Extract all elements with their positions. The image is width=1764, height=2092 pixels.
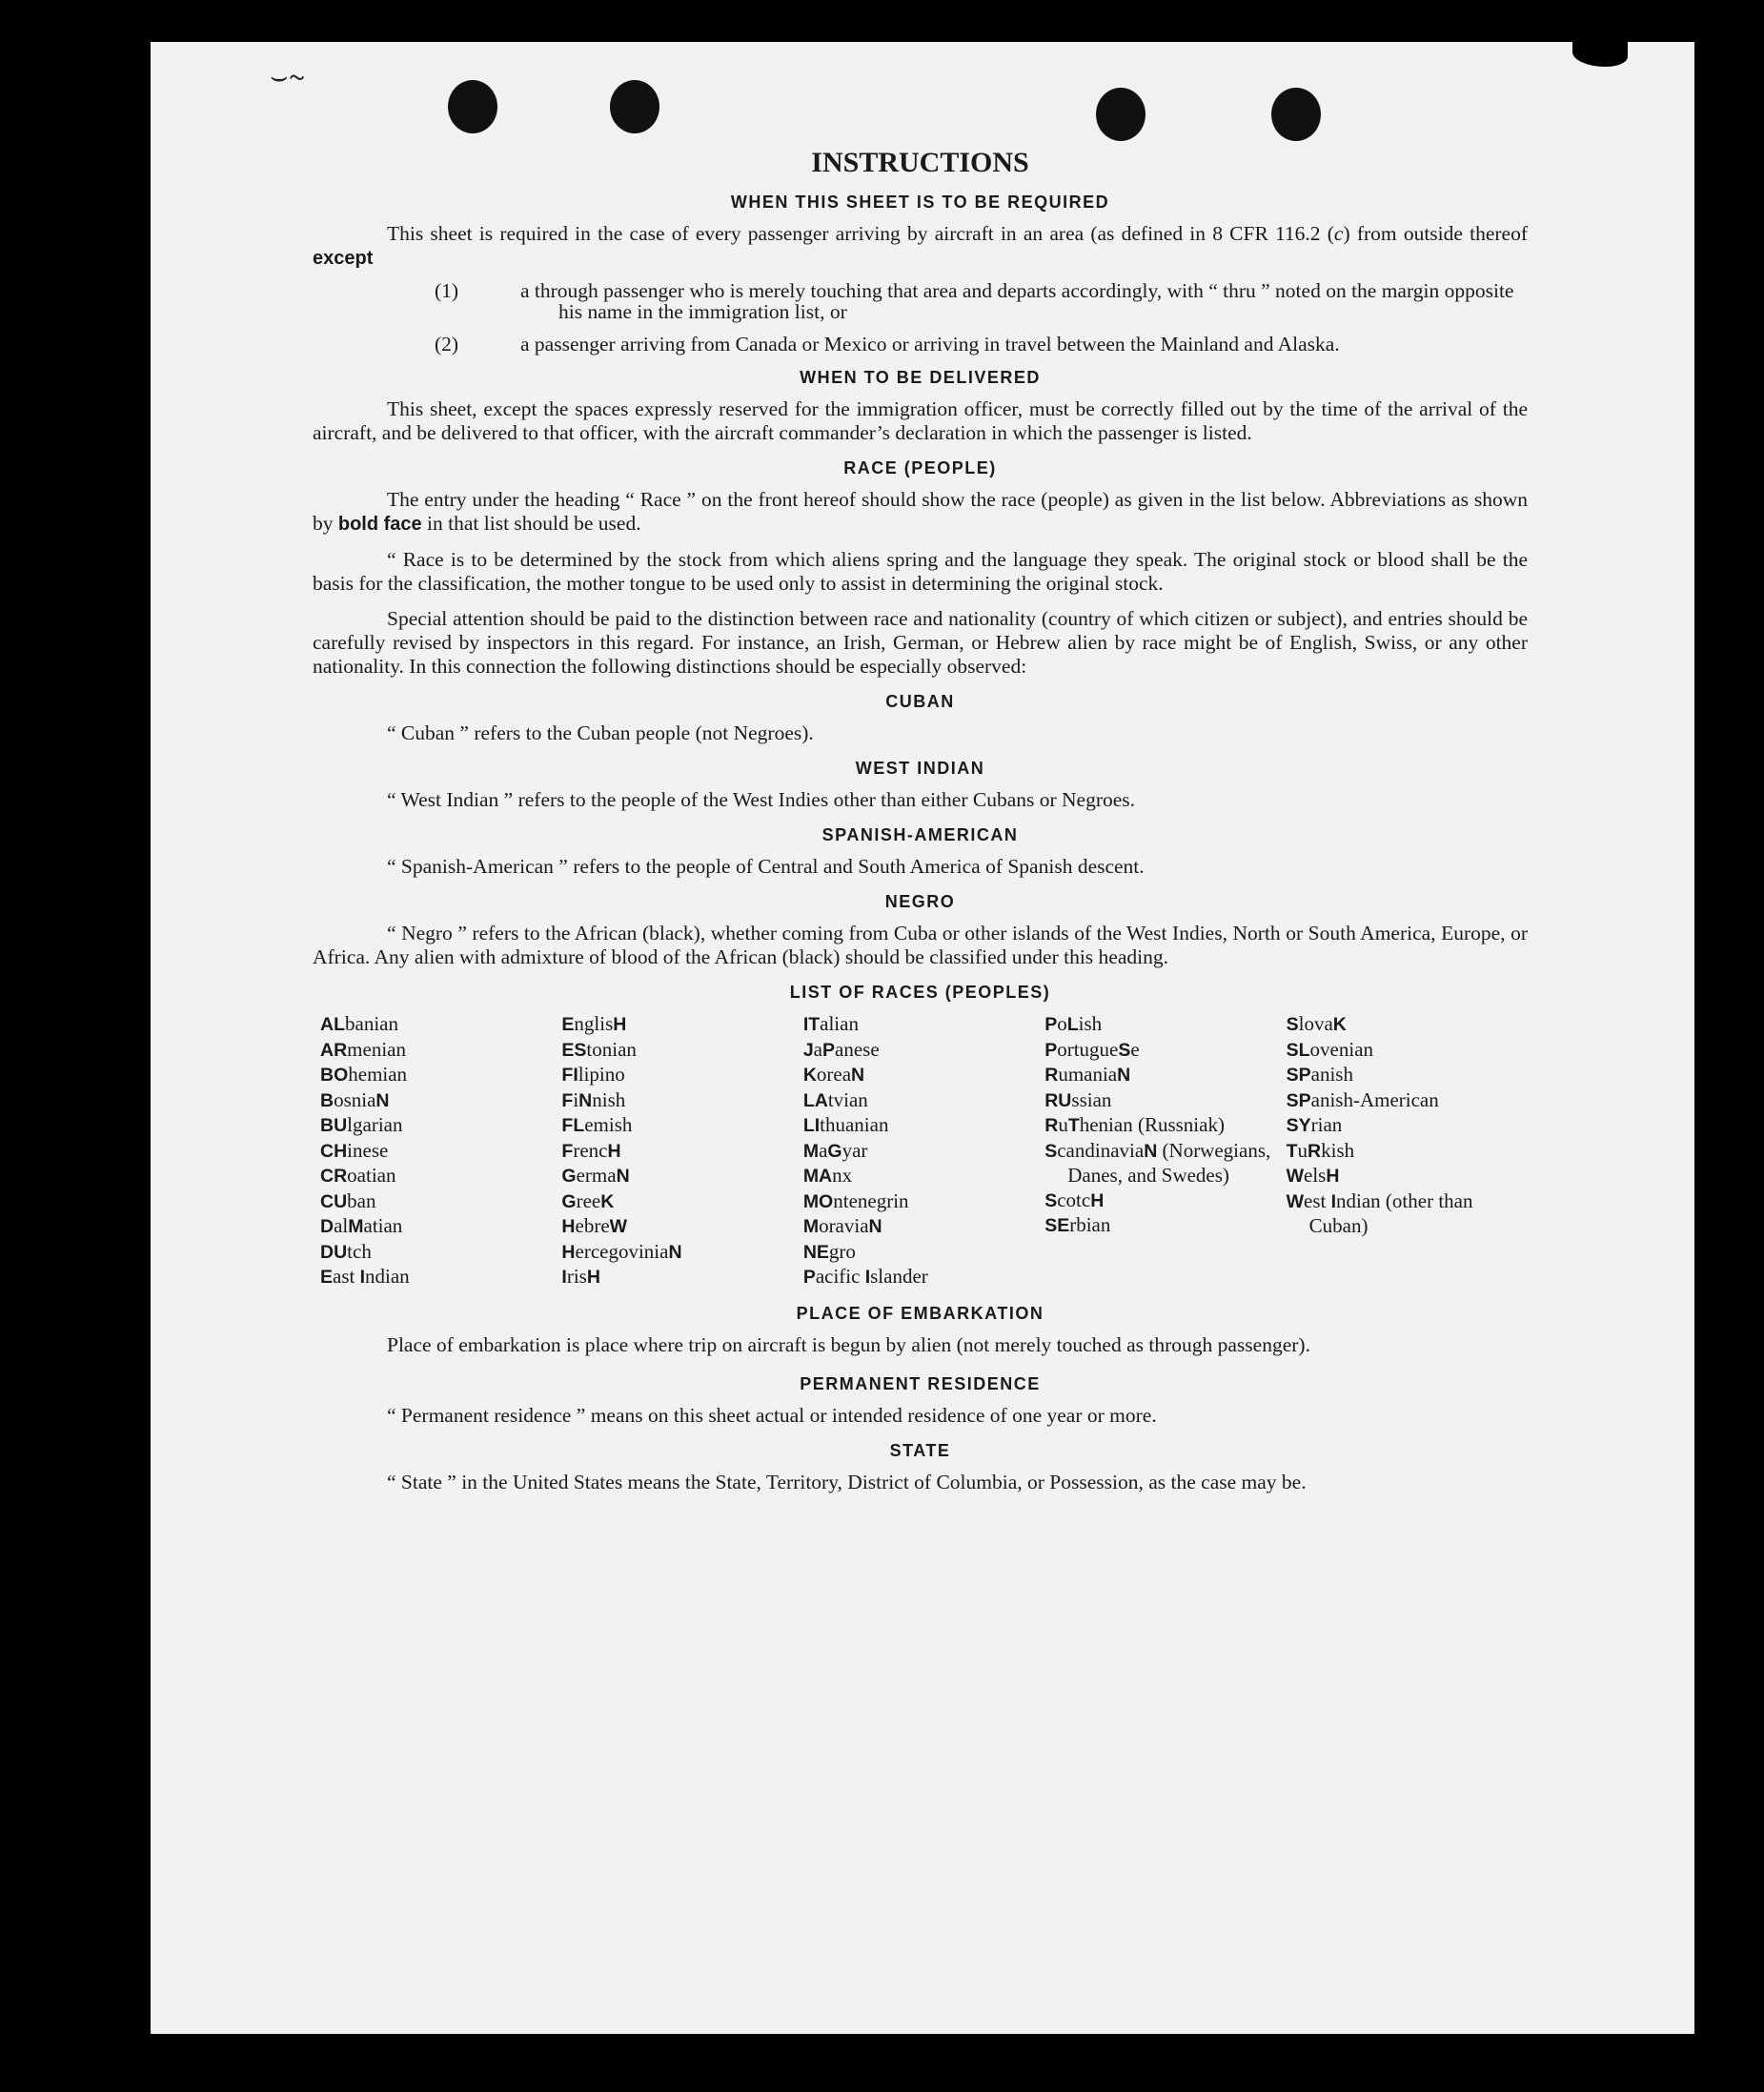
- heading-embarkation: PLACE OF EMBARKATION: [796, 1303, 1044, 1323]
- residence-text: “ Permanent residence ” means on this sheet actual or intended residence of one year or more.: [387, 1403, 1157, 1427]
- heading-when-delivered: WHEN TO BE DELIVERED: [800, 368, 1041, 387]
- exception-item: (2) a passenger arriving from Canada or Mexico or arriving in travel between the Mainland and Alaska.: [435, 333, 1340, 355]
- race-entry: CHinese: [320, 1138, 389, 1162]
- torn-corner: [1572, 42, 1628, 67]
- punch-hole: [448, 80, 497, 133]
- race-entry: SPanish-American: [1286, 1087, 1439, 1111]
- race-entry: RUssian: [1044, 1087, 1112, 1111]
- race-entry: DUtch: [320, 1239, 372, 1263]
- race-entry: SPanish: [1286, 1063, 1353, 1086]
- races-column: [1287, 1012, 1528, 1290]
- heading-west-indian: WEST INDIAN: [855, 759, 985, 778]
- race-paragraph-1: The entry under the heading “ Race ” on the front hereof should show the race (people) as given in the list below. Abbreviations as shown by bold face in that list should be used.: [313, 488, 1528, 535]
- race-entry: Pacific Islander: [802, 1265, 928, 1288]
- race-entry: RuThenian (Russniak): [1044, 1113, 1225, 1136]
- document-page: [151, 42, 1694, 2034]
- race-entry: FrencH: [561, 1138, 621, 1162]
- race-paragraph-2: “ Race is to be determined by the stock from which aliens spring and the language they speak. The original stock or blood shall be the basis for the classification, the mother tongue to be used only to assist in determining the original stock.: [313, 548, 1528, 595]
- when-required-text: This sheet is required in the case of every passenger arriving by aircraft in an area (as defined in 8 CFR 116.2 (c) from outside thereof except: [313, 222, 1528, 269]
- race-entry: FiNnish: [561, 1087, 626, 1111]
- race-entry: SlovaK: [1286, 1012, 1347, 1035]
- race-entry: BUlgarian: [320, 1113, 403, 1136]
- punch-hole: [610, 80, 659, 133]
- race-entry: TuRkish: [1286, 1138, 1355, 1162]
- races-column: [320, 1012, 561, 1290]
- when-delivered-text: This sheet, except the spaces expressly reserved for the immigration officer, must be correctly filled out by the time of the arrival of the aircraft, and be delivered to that officer, with the aircraft commander’s declaration in which the passenger is listed.: [313, 397, 1528, 444]
- west-indian-text: “ West Indian ” refers to the people of the West Indies other than either Cubans or Negroes.: [387, 788, 1136, 811]
- race-entry: NEgro: [802, 1239, 856, 1263]
- race-entry: ALbanian: [320, 1012, 398, 1035]
- race-entry: SLovenian: [1286, 1037, 1374, 1061]
- cuban-text: “ Cuban ” refers to the Cuban people (not Negroes).: [387, 721, 814, 744]
- race-entry: ScandinaviaN (Norwegians, Danes, and Swedes): [1044, 1138, 1271, 1187]
- race-entry: East Indian: [320, 1265, 410, 1288]
- race-entry: MoraviaN: [802, 1214, 882, 1237]
- race-entry: DalMatian: [320, 1214, 403, 1237]
- race-entry: ITalian: [802, 1012, 859, 1035]
- race-entry: MaGyar: [802, 1138, 868, 1162]
- race-entry: KoreaN: [802, 1063, 865, 1086]
- race-entry: HercegoviniaN: [561, 1239, 682, 1263]
- race-entry: BosniaN: [320, 1087, 390, 1111]
- race-entry: LIthuanian: [802, 1113, 889, 1136]
- punch-hole: [1271, 88, 1321, 141]
- races-column: [1044, 1012, 1286, 1290]
- race-entry: GreeK: [561, 1188, 615, 1212]
- race-entry: West Indian (other than Cuban): [1286, 1188, 1473, 1237]
- race-entry: GermaN: [561, 1164, 630, 1187]
- heading-race: RACE (PEOPLE): [843, 458, 997, 477]
- negro-text: “ Negro ” refers to the African (black), whether coming from Cuba or other islands of the West Indies, North or South America, Europe, or Africa. Any alien with admixture of blood of the African (black) should be classified under this heading.: [313, 922, 1528, 968]
- race-entry: ScotcH: [1044, 1188, 1105, 1211]
- pen-mark: ⌣∼: [270, 61, 306, 92]
- page-title: INSTRUCTIONS: [811, 147, 1029, 178]
- race-entry: SErbian: [1044, 1213, 1111, 1236]
- race-entry: HebreW: [561, 1214, 628, 1237]
- state-text: “ State ” in the United States means the State, Territory, District of Columbia, or Possession, as the case may be.: [387, 1470, 1307, 1493]
- heading-permanent-residence: PERMANENT RESIDENCE: [800, 1373, 1041, 1393]
- race-entry: RumaniaN: [1044, 1063, 1131, 1086]
- instructions-content: [313, 147, 1528, 1494]
- heading-negro: NEGRO: [884, 892, 956, 911]
- race-entry: EnglisH: [561, 1012, 627, 1035]
- heading-spanish-american: SPANISH-AMERICAN: [821, 825, 1019, 844]
- race-entry: EStonian: [561, 1037, 637, 1061]
- race-entry: PoLish: [1044, 1012, 1103, 1035]
- race-entry: ARmenian: [320, 1037, 406, 1061]
- race-entry: FLemish: [561, 1113, 633, 1136]
- exception-item: (1) a through passenger who is merely touching that area and departs accordingly, with “ thru ” noted on the margin opposite his name in the immigration list, or: [435, 279, 1514, 323]
- race-entry: BOhemian: [320, 1063, 408, 1086]
- race-entry: LAtvian: [802, 1087, 868, 1111]
- races-column: [803, 1012, 1044, 1290]
- embarkation-text: Place of embarkation is place where trip on aircraft is begun by alien (not merely touched as through passenger).: [387, 1332, 1310, 1356]
- punch-hole: [1096, 88, 1146, 141]
- race-entry: MOntenegrin: [802, 1188, 909, 1212]
- race-paragraph-3: Special attention should be paid to the distinction between race and nationality (country of which citizen or subject), and entries should be carefully revised by inspectors in this regard. For instance, an Irish, German, or Hebrew alien by race might be of English, Swiss, or any other nationality. In this connection the following distinctions should be especially observed:: [313, 607, 1528, 678]
- heading-state: STATE: [889, 1440, 951, 1460]
- heading-cuban: CUBAN: [885, 692, 955, 711]
- races-list: [313, 1012, 1528, 1290]
- race-entry: WelsH: [1286, 1164, 1340, 1187]
- race-entry: IrisH: [561, 1265, 600, 1288]
- race-entry: CUban: [320, 1188, 376, 1212]
- race-entry: FIlipino: [561, 1063, 625, 1086]
- heading-list-of-races: LIST OF RACES (PEOPLES): [789, 983, 1051, 1002]
- spanish-american-text: “ Spanish-American ” refers to the people of Central and South America of Spanish descent.: [387, 855, 1145, 878]
- race-entry: CRoatian: [320, 1164, 396, 1187]
- race-entry: PortugueSe: [1044, 1037, 1140, 1061]
- race-entry: SYrian: [1286, 1113, 1343, 1136]
- race-entry: MAnx: [802, 1164, 853, 1187]
- race-entry: JaPanese: [802, 1037, 880, 1061]
- races-column: [561, 1012, 802, 1290]
- heading-when-required: WHEN THIS SHEET IS TO BE REQUIRED: [730, 193, 1110, 212]
